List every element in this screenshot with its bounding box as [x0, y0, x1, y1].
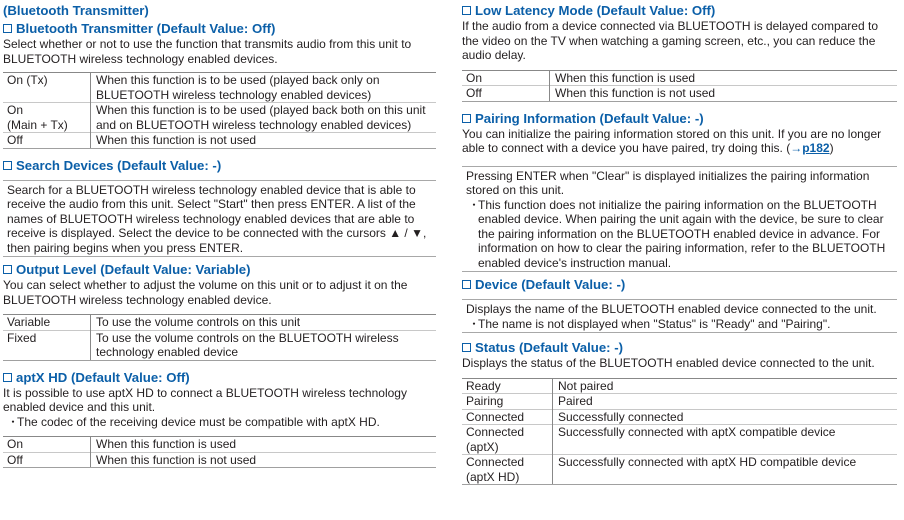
section-title-text: Device (Default Value: -)	[475, 277, 626, 292]
status-description: Displays the status of the BLUETOOTH enabled device connected to the unit.	[462, 356, 875, 370]
table-row	[462, 409, 897, 425]
section-title-text: Search Devices (Default Value: -)	[16, 157, 222, 173]
section-title-text: aptX HD (Default Value: Off)	[16, 369, 190, 385]
option-value: Successfully connected	[553, 409, 898, 425]
table-row	[3, 437, 436, 453]
section-title-text: Pairing Information (Default Value: -)	[475, 110, 704, 126]
page-heading: (Bluetooth Transmitter)	[3, 3, 149, 18]
option-key: Connected (aptX)	[462, 425, 553, 455]
option-key: Pairing	[462, 394, 553, 410]
section-title-text: Status (Default Value: -)	[475, 340, 624, 355]
search-devices-description: Search for a BLUETOOTH wireless technology enabled device that is able to receive the audio from this unit. Select "Start" then press ENTER. A list of the names of BLUETOOTH wireless technology enabled devices that are able to receive is displayed. Select the device to be connected with the cursors ▲ / ▼, then pairing begins when you press ENTER.	[7, 182, 427, 255]
device-box	[462, 299, 897, 333]
low-latency-options-table	[462, 70, 897, 102]
option-key: Off	[3, 452, 91, 468]
option-value: To use the volume controls on this unit	[91, 315, 437, 331]
device-box-text: Displays the name of the BLUETOOTH enabled device connected to the unit.	[466, 302, 877, 316]
search-devices-box	[3, 180, 436, 258]
checkbox-square-icon	[3, 161, 12, 170]
option-value: When this function is to be used (played back only on BLUETOOTH wireless technology enabled devices)	[91, 73, 437, 103]
pairing-info-box	[462, 166, 897, 273]
section-title-pairing-info	[462, 110, 897, 127]
section-title-device	[462, 276, 897, 293]
option-key: Off	[3, 133, 91, 149]
option-key: Connected (aptX HD)	[462, 455, 553, 485]
option-value: Not paired	[553, 378, 898, 394]
option-key: Ready	[462, 378, 553, 394]
checkbox-square-icon	[462, 343, 471, 352]
option-key: Variable	[3, 315, 91, 331]
note-text: This function does not initialize the pairing information on the BLUETOOTH enabled device. When pairing the unit again with the device, be sure to clear the pairing information on the BLUETOOTH enabled device in advance. For information on how to clear the pairing information, refer to the BLUETOOTH enabled device's instruction manual.	[478, 197, 886, 270]
table-row	[462, 70, 897, 86]
option-key: Off	[462, 86, 550, 102]
checkbox-square-icon	[3, 24, 12, 33]
table-row	[462, 455, 897, 485]
option-value: Paired	[553, 394, 898, 410]
page-link-p182[interactable]: p182	[802, 141, 830, 155]
option-value: When this function is used	[550, 70, 898, 86]
option-value: When this function is to be used (played back both on this unit and on BLUETOOTH wireless technology enabled devices)	[91, 103, 437, 133]
option-key: On	[462, 70, 550, 86]
checkbox-square-icon	[3, 373, 12, 382]
option-key: On (Main + Tx)	[3, 103, 91, 133]
checkbox-square-icon	[3, 265, 12, 274]
description-end: )	[829, 141, 834, 155]
bullet-icon: ・	[468, 316, 481, 331]
aptx-hd-description: It is possible to use aptX HD to connect a BLUETOOTH wireless technology enabled device and this unit.	[3, 385, 407, 414]
output-level-description: You can select whether to adjust the volume on this unit or to adjust it on the BLUETOOTH wireless technology enabled device.	[3, 278, 408, 307]
section-title-text: Low Latency Mode (Default Value: Off)	[475, 3, 716, 18]
arrow-right-icon: →	[790, 141, 803, 155]
table-row	[3, 315, 436, 331]
table-row	[3, 73, 436, 103]
checkbox-square-icon	[462, 280, 471, 289]
bullet-icon: ・	[468, 197, 481, 212]
left-column	[3, 0, 436, 468]
option-value: Successfully connected with aptX compatible device	[553, 425, 898, 455]
section-title-bt-transmitter	[3, 20, 436, 37]
device-note	[466, 317, 893, 332]
note-text: The name is not displayed when "Status" is "Ready" and "Pairing".	[478, 316, 831, 331]
table-row	[3, 133, 436, 149]
table-row	[462, 425, 897, 455]
aptx-hd-options-table	[3, 436, 436, 468]
table-row	[462, 394, 897, 410]
pairing-info-box-text: Pressing ENTER when "Clear" is displayed initializes the pairing information stored on this unit.	[466, 168, 870, 197]
table-row	[3, 103, 436, 133]
table-row	[3, 330, 436, 360]
option-key: Connected	[462, 409, 553, 425]
section-title-search-devices	[3, 157, 436, 174]
option-value: When this function is not used	[91, 133, 437, 149]
table-row	[462, 86, 897, 102]
right-column	[462, 0, 897, 485]
section-title-status	[462, 339, 897, 356]
option-key: Fixed	[3, 330, 91, 360]
low-latency-description: If the audio from a device connected via BLUETOOTH is delayed compared to the video on the TV when watching a gaming screen, etc., you can reduce the audio delay.	[462, 19, 878, 62]
section-title-low-latency	[462, 2, 897, 19]
option-value: When this function is not used	[550, 86, 898, 102]
status-options-table	[462, 378, 897, 486]
table-row	[3, 452, 436, 468]
bt-transmitter-description: Select whether or not to use the function that transmits audio from this unit to BLUETOOTH wireless technology enabled devices.	[3, 37, 412, 66]
section-title-output-level	[3, 261, 436, 278]
option-value: When this function is used	[91, 437, 437, 453]
pairing-info-description	[462, 127, 897, 156]
checkbox-square-icon	[462, 6, 471, 15]
output-level-options-table	[3, 314, 436, 361]
bullet-icon: ・	[7, 414, 20, 429]
option-value: When this function is not used	[91, 452, 437, 468]
option-value: To use the volume controls on the BLUETOOTH wireless technology enabled device	[91, 330, 437, 360]
section-title-text: Bluetooth Transmitter (Default Value: Off)	[16, 21, 276, 36]
section-title-aptx-hd	[3, 369, 436, 386]
description-text: You can initialize the pairing information stored on this unit. If you are no longer able to connect with a device you have paired, try doing this. (	[462, 126, 882, 155]
section-title-text: Output Level (Default Value: Variable)	[16, 262, 251, 277]
table-row	[462, 378, 897, 394]
bt-transmitter-options-table	[3, 72, 436, 149]
option-key: On	[3, 437, 91, 453]
option-key: On (Tx)	[3, 73, 91, 103]
pairing-info-note	[466, 198, 893, 271]
option-value: Successfully connected with aptX HD compatible device	[553, 455, 898, 485]
checkbox-square-icon	[462, 114, 471, 123]
aptx-hd-note	[3, 415, 436, 430]
note-text: The codec of the receiving device must be compatible with aptX HD.	[17, 414, 380, 429]
